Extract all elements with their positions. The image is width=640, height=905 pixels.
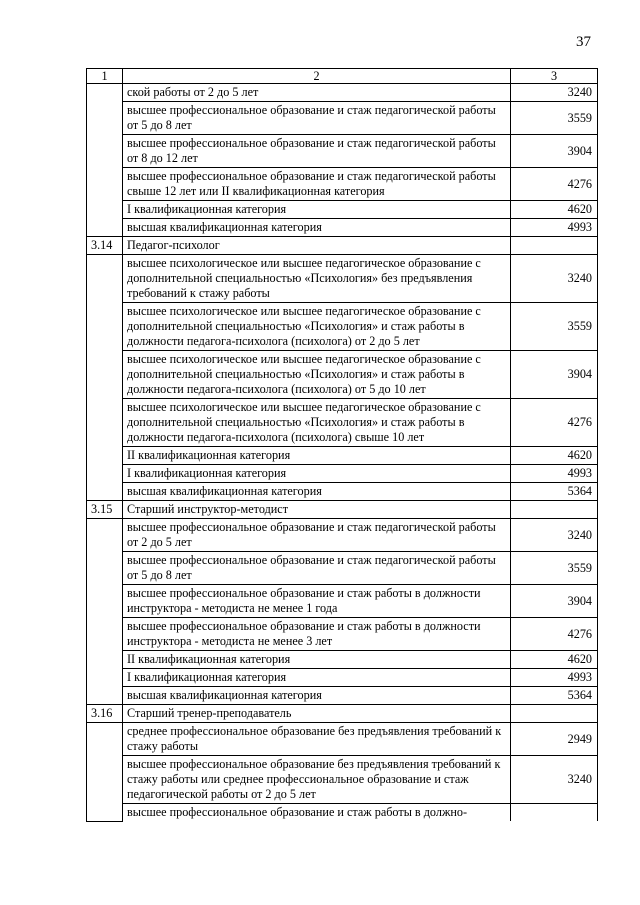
row-value: 4993: [511, 219, 598, 237]
table-row: [87, 651, 598, 669]
table-row: [87, 723, 598, 756]
row-description: высшая квалификационная категория: [123, 219, 511, 237]
row-number: [87, 519, 123, 705]
row-value: 4620: [511, 201, 598, 219]
table-row: [87, 255, 598, 303]
row-number: [87, 255, 123, 501]
row-number: 3.15: [87, 501, 123, 519]
row-value: 4620: [511, 651, 598, 669]
table-row: [87, 84, 598, 102]
table-row: [87, 447, 598, 465]
row-number: 3.14: [87, 237, 123, 255]
row-description: высшее профессиональное образование и стаж педагогической работы от 8 до 12 лет: [123, 135, 511, 168]
row-description: I квалификационная категория: [123, 201, 511, 219]
row-value: 3240: [511, 756, 598, 804]
row-description: высшая квалификационная категория: [123, 687, 511, 705]
row-value: 4620: [511, 447, 598, 465]
row-value: 3904: [511, 135, 598, 168]
header-col-2: 2: [123, 69, 511, 84]
table-row: [87, 201, 598, 219]
table-row: [87, 303, 598, 351]
table-row: [87, 399, 598, 447]
row-description: высшее профессиональное образование и стаж работы в должности инструктора - методиста не менее 1 года: [123, 585, 511, 618]
table-row: [87, 168, 598, 201]
table-row: [87, 687, 598, 705]
row-description: среднее профессиональное образование без предъявления требований к стажу работы: [123, 723, 511, 756]
table-row: [87, 219, 598, 237]
row-description: высшее профессиональное образование без предъявления требований к стажу работы или среднее профессиональное образование и стаж педагогической работы от 2 до 5 лет: [123, 756, 511, 804]
table-row: [87, 756, 598, 804]
page-number: 37: [576, 34, 591, 50]
row-value: 4276: [511, 399, 598, 447]
row-description: II квалификационная категория: [123, 651, 511, 669]
row-description: высшее психологическое или высшее педагогическое образование с дополнительной специальностью «Психология» и стаж работы в должности педагога-психолога (психолога) от 2 до 5 лет: [123, 303, 511, 351]
row-value: 3559: [511, 303, 598, 351]
row-value: [511, 501, 598, 519]
table-row: [87, 519, 598, 552]
row-value: 3904: [511, 585, 598, 618]
row-value: 4993: [511, 465, 598, 483]
row-number: [87, 723, 123, 822]
row-description: высшая квалификационная категория: [123, 483, 511, 501]
row-value: 3240: [511, 84, 598, 102]
row-description: I квалификационная категория: [123, 669, 511, 687]
row-description: высшее профессиональное образование и стаж работы в должно-: [123, 804, 511, 822]
table-row: [87, 237, 598, 255]
row-value: 3240: [511, 519, 598, 552]
row-value: 3559: [511, 102, 598, 135]
table-row: [87, 804, 598, 822]
row-value: 3904: [511, 351, 598, 399]
table-row: [87, 585, 598, 618]
row-description: высшее психологическое или высшее педагогическое образование с дополнительной специальностью «Психология» и стаж работы в должности педагога-психолога (психолога) от 5 до 10 лет: [123, 351, 511, 399]
row-description: высшее профессиональное образование и стаж педагогической работы от 5 до 8 лет: [123, 552, 511, 585]
row-value: [511, 705, 598, 723]
row-description: высшее профессиональное образование и стаж педагогической работы свыше 12 лет или II квалификационная категория: [123, 168, 511, 201]
row-value: 4276: [511, 168, 598, 201]
row-value: 5364: [511, 687, 598, 705]
header-col-3: 3: [511, 69, 598, 84]
row-description: Старший инструктор-методист: [123, 501, 511, 519]
table-row: [87, 501, 598, 519]
row-description: ской работы от 2 до 5 лет: [123, 84, 511, 102]
row-description: высшее профессиональное образование и стаж педагогической работы от 2 до 5 лет: [123, 519, 511, 552]
table-row: [87, 669, 598, 687]
row-description: высшее профессиональное образование и стаж педагогической работы от 5 до 8 лет: [123, 102, 511, 135]
row-number: 3.16: [87, 705, 123, 723]
table-row: [87, 135, 598, 168]
row-value: 2949: [511, 723, 598, 756]
row-value: 5364: [511, 483, 598, 501]
row-description: I квалификационная категория: [123, 465, 511, 483]
salary-table: [86, 68, 598, 822]
table-row: [87, 351, 598, 399]
row-number: [87, 84, 123, 237]
table-row: [87, 465, 598, 483]
row-value: 4993: [511, 669, 598, 687]
row-value: 4276: [511, 618, 598, 651]
header-col-1: 1: [87, 69, 123, 84]
row-value: 3559: [511, 552, 598, 585]
row-value: 3240: [511, 255, 598, 303]
row-value: [511, 804, 598, 822]
table-row: [87, 618, 598, 651]
row-description: высшее психологическое или высшее педагогическое образование с дополнительной специальностью «Психология» без предъявления требований к стажу работы: [123, 255, 511, 303]
table-row: [87, 102, 598, 135]
table-header-row: [87, 69, 598, 84]
table-row: [87, 552, 598, 585]
row-description: высшее профессиональное образование и стаж работы в должности инструктора - методиста не менее 3 лет: [123, 618, 511, 651]
row-description: Старший тренер-преподаватель: [123, 705, 511, 723]
table-row: [87, 705, 598, 723]
row-description: II квалификационная категория: [123, 447, 511, 465]
row-value: [511, 237, 598, 255]
row-description: высшее психологическое или высшее педагогическое образование с дополнительной специальностью «Психология» и стаж работы в должности педагога-психолога (психолога) свыше 10 лет: [123, 399, 511, 447]
row-description: Педагог-психолог: [123, 237, 511, 255]
table-row: [87, 483, 598, 501]
